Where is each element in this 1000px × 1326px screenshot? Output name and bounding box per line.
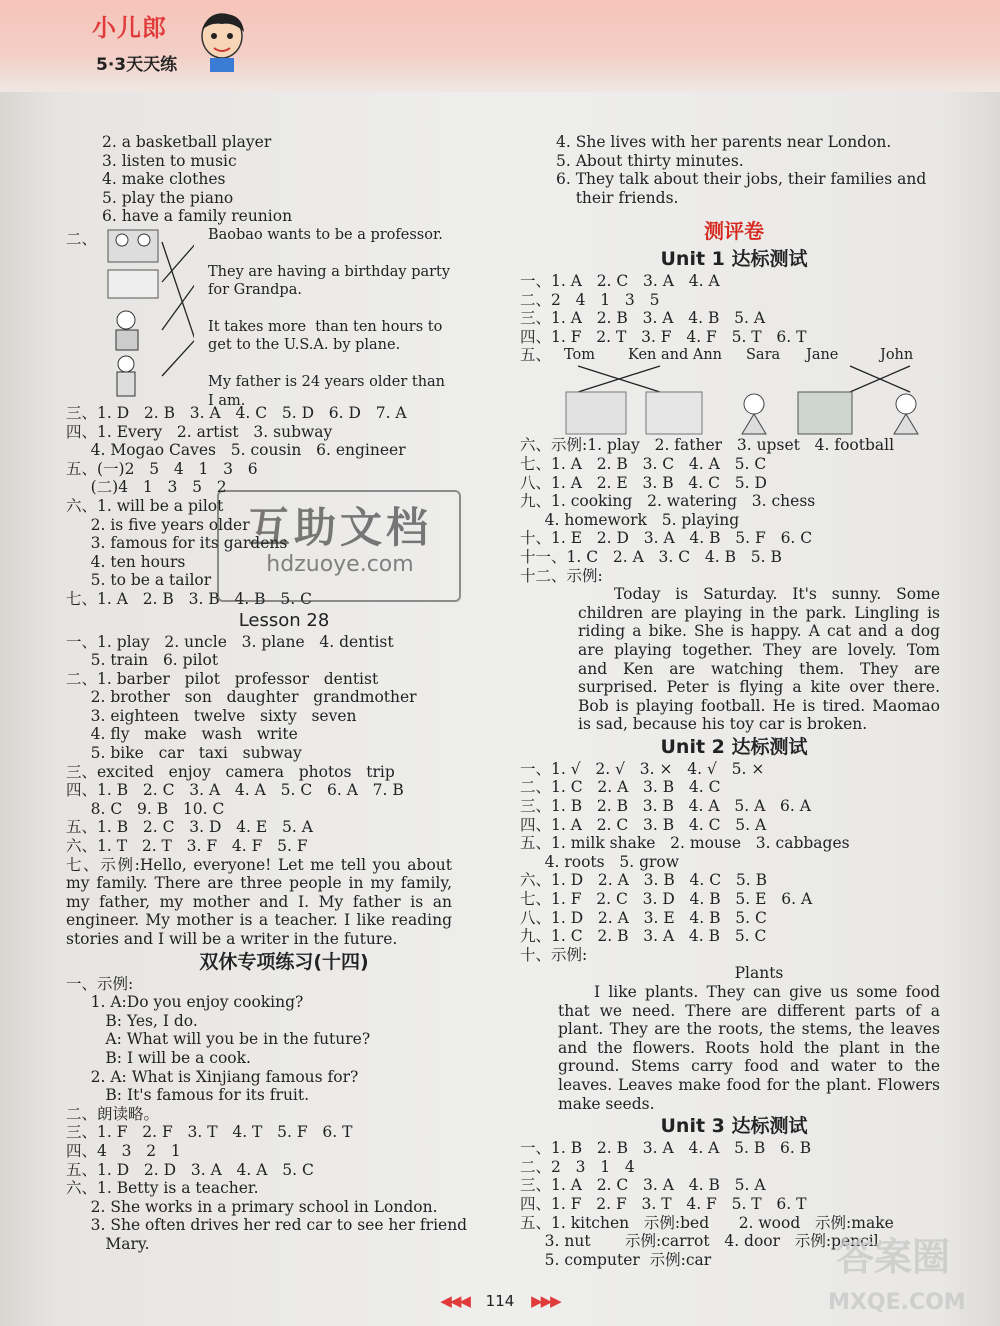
answer-line: 二、2 4 1 3 5 [520, 290, 660, 309]
left-lines-a [102, 133, 502, 226]
prev-arrows-icon: ◀◀◀ [440, 1292, 469, 1310]
unit3-title: Unit 3 达标测试 [660, 1115, 808, 1138]
sentence: get to the U.S.A. by plane. [208, 337, 401, 354]
answer-line: 五、1. B 2. C 3. D 4. E 5. A [66, 818, 313, 837]
name-sara: Sara [746, 347, 781, 364]
answer-line: 四、1. A 2. C 3. B 4. C 5. A [520, 815, 767, 834]
name-jane: Jane [806, 347, 839, 364]
answer-line: 四、1. Every 2. artist 3. subway [66, 422, 333, 441]
answer-line: 六、1. D 2. A 3. B 4. C 5. B [520, 871, 767, 890]
answer-line: 七、1. F 2. C 3. D 4. B 5. E 6. A [520, 890, 813, 909]
answer-line: 4. ten hours [66, 552, 186, 571]
unit1-title: Unit 1 达标测试 [660, 248, 808, 270]
answer-line: 二、朗读略。 [66, 1104, 160, 1123]
answer-line: 二、2 3 1 4 [520, 1157, 635, 1176]
answer-line: 一、1. √ 2. √ 3. × 4. √ 5. × [520, 759, 765, 778]
page-number: 114 [485, 1292, 515, 1310]
answer-line: 五、1. kitchen 示例:bed 2. wood 示例:make [520, 1213, 894, 1232]
answer-line: 6. They talk about their jobs, their families and [556, 170, 927, 189]
answer-line: 三、1. F 2. F 3. T 4. T 5. F 6. T [66, 1123, 353, 1142]
answer-line: 五、(一)2 5 4 1 3 6 [66, 459, 258, 478]
essay-family: 七、示例:Hello, everyone! Let me tell you about my family. There are three people in my family, my father, my mother and I. My father is an engineer. My mother is a teacher. I like reading stories and I will be a writer in the future. [66, 855, 452, 948]
answer-line: 5. bike car taxi subway [66, 744, 302, 763]
answer-line: 二、1. barber pilot professor dentist [66, 669, 379, 688]
answer-line: 5. About thirty minutes. [556, 151, 744, 170]
matching-exercise [66, 226, 502, 409]
answer-line: 四、1. F 2. F 3. T 4. F 5. T 6. T [520, 1194, 807, 1213]
watermark-url: hdzuoye.com [266, 552, 414, 577]
matching-pictures [104, 226, 194, 401]
answer-line: 八、1. A 2. E 3. B 4. C 5. D [520, 473, 767, 492]
answer-line: 六、1. T 2. T 3. F 4. F 5. F [66, 837, 308, 856]
answer-line: 5. to be a tailor [66, 571, 212, 590]
answer-line: A: What will you be in the future? [66, 1030, 371, 1049]
right-lines-a [556, 133, 948, 207]
answer-line: 2. A: What is Xinjiang famous for? [66, 1067, 359, 1086]
answer-line: 五、1. milk shake 2. mouse 3. cabbages [520, 834, 850, 853]
answer-line: 4. Mogao Caves 5. cousin 6. engineer [66, 441, 406, 460]
unit1-essay: Today is Saturday. It's sunny. Some children are playing in the park. Lingling is riding a bike. She is happy. A cat and a dog are playing together. They are lovely. Tom and Ken are watching them. They are surprised. Peter is flying a kite over there. Bob is playing football. He is tired. Maomao is sad, because his toy car is broken. [578, 585, 940, 734]
header-bar [0, 0, 1000, 92]
answer-line: 一、1. play 2. uncle 3. plane 4. dentist [66, 632, 394, 651]
corner-watermark-url: MXQE.COM [828, 1290, 966, 1315]
answer-line: 4. fly make wash write [66, 725, 298, 744]
answer-line: 3. famous for its gardens [66, 534, 288, 553]
answer-line: B: I will be a cook. [66, 1048, 251, 1067]
answer-line: 3. listen to music [102, 151, 237, 170]
answer-line: (二)4 1 3 5 2 [66, 478, 227, 497]
answer-line: 2. brother son daughter grandmother [66, 688, 417, 707]
sentence: My father is 24 years older than [208, 373, 446, 390]
answer-line: 4. roots 5. grow [520, 852, 680, 871]
section-title: 双休专项练习(十四) [199, 950, 369, 973]
answer-line: B: Yes, I do. [66, 1011, 198, 1030]
answer-line: 二、1. C 2. A 3. B 4. C [520, 778, 721, 797]
answer-line: 十二、示例: [520, 566, 603, 585]
answer-line: 九、1. cooking 2. watering 3. chess [520, 492, 816, 511]
answer-line: 一、1. A 2. C 3. A 4. A [520, 272, 720, 290]
match-label: 二、 [66, 229, 98, 248]
answer-line: 四、4 3 2 1 [66, 1141, 181, 1160]
answer-line: 三、1. A 2. C 3. A 4. B 5. A [520, 1176, 766, 1195]
sentence: They are having a birthday party [208, 263, 451, 280]
name-ken-ann: Ken and Ann [628, 347, 722, 364]
right-column [556, 133, 948, 207]
match-sentences [208, 226, 451, 410]
match-label: 五、 [520, 346, 552, 365]
mascot-icon [194, 10, 250, 72]
answer-line: 一、示例: [66, 974, 134, 993]
name-tom: Tom [564, 347, 596, 364]
test-paper-title: 测评卷 [704, 219, 764, 243]
unit1-matching [520, 346, 948, 436]
answer-line: 8. C 9. B 10. C [66, 799, 225, 818]
answer-line: 6. have a family reunion [102, 207, 293, 226]
answer-line: their friends. [556, 188, 679, 207]
answer-line: 六、1. will be a pilot [66, 496, 224, 515]
sentence: I am. [208, 392, 246, 409]
answer-line: 4. She lives with her parents near London. [556, 133, 892, 151]
answer-line: 4. make clothes [102, 170, 226, 189]
answer-line: 七、1. A 2. B 3. C 4. A 5. C [520, 454, 767, 473]
right-column-lower [520, 212, 948, 1269]
answer-line: 六、示例:1. play 2. father 3. upset 4. football [520, 436, 895, 455]
answer-line: 5. play the piano [102, 188, 234, 207]
answer-line: 3. She often drives her red car to see her friend [66, 1216, 468, 1235]
answer-line: 2. She works in a primary school in London. [66, 1197, 438, 1216]
answer-line: 3. eighteen twelve sixty seven [66, 706, 357, 725]
unit2-title: Unit 2 达标测试 [660, 735, 808, 758]
sentence: Baobao wants to be a professor. [208, 226, 443, 243]
answer-line: 3. nut 示例:carrot 4. door 示例:pencil [520, 1232, 879, 1251]
next-arrows-icon: ▶▶▶ [531, 1292, 560, 1310]
answer-line: 五、1. D 2. D 3. A 4. A 5. C [66, 1160, 314, 1179]
unit2-essay: I like plants. They can give us some food that we need. There are different parts of a plant. They are the roots, the stems, the leaves and the flowers. Roots hold the plant in the ground. Stems carry food and water to the leaves. Leaves make food for the plant. Flowers make seeds. [558, 983, 940, 1113]
answer-line: 三、1. B 2. B 3. B 4. A 5. A 6. A [520, 797, 811, 816]
answer-line: 三、1. D 2. B 3. A 4. C 5. D 6. D 7. A [66, 403, 407, 422]
essay-title: Plants [734, 964, 784, 983]
brand-name: 小儿郎 [92, 14, 167, 42]
watermark-text: 互助文档 [247, 503, 432, 552]
left-lines-c [66, 633, 502, 949]
answer-line: 三、1. A 2. B 3. A 4. B 5. A [520, 309, 766, 328]
answer-line: 十、示例: [520, 945, 588, 964]
answer-line: 三、excited enjoy camera photos trip [66, 762, 395, 781]
answer-line: 2. a basketball player [102, 133, 272, 151]
sentence: It takes more than ten hours to [208, 318, 443, 335]
series-name: 5·3天天练 [96, 55, 178, 75]
answer-line: 1. A:Do you enjoy cooking? [66, 993, 304, 1012]
left-column [66, 133, 502, 1254]
answer-line: 4. homework 5. playing [520, 510, 740, 529]
name-john: John [880, 347, 914, 364]
answer-line: 四、1. F 2. T 3. F 4. F 5. T 6. T [520, 327, 807, 346]
sentence: for Grandpa. [208, 282, 302, 299]
answer-line: 十一、1. C 2. A 3. C 4. B 5. B [520, 547, 782, 566]
answer-line: 九、1. C 2. B 3. A 4. B 5. C [520, 927, 767, 946]
unit1-pictures [560, 362, 950, 436]
answer-line: 2. is five years older [66, 515, 250, 534]
corner-watermark: 答案圈 [836, 1235, 951, 1279]
answer-line: 5. train 6. pilot [66, 651, 219, 670]
lesson-title: Lesson 28 [238, 609, 330, 631]
answer-line: 十、1. E 2. D 3. A 4. B 5. F 6. C [520, 529, 813, 548]
answer-line: 八、1. D 2. A 3. E 4. B 5. C [520, 908, 767, 927]
left-lines-d [66, 975, 502, 1254]
answer-line: 六、1. Betty is a teacher. [66, 1179, 259, 1198]
answer-line: 一、1. B 2. B 3. A 4. A 5. B 6. B [520, 1139, 812, 1158]
answer-line: 5. computer 示例:car [520, 1250, 712, 1269]
answer-line: B: It's famous for its fruit. [66, 1086, 310, 1105]
answer-line: Mary. [66, 1234, 150, 1253]
page-footer [0, 1292, 1000, 1310]
answer-line: 七、1. A 2. B 3. B 4. B 5. C [66, 589, 312, 608]
answer-line: 四、1. B 2. C 3. A 4. A 5. C 6. A 7. B [66, 781, 404, 800]
